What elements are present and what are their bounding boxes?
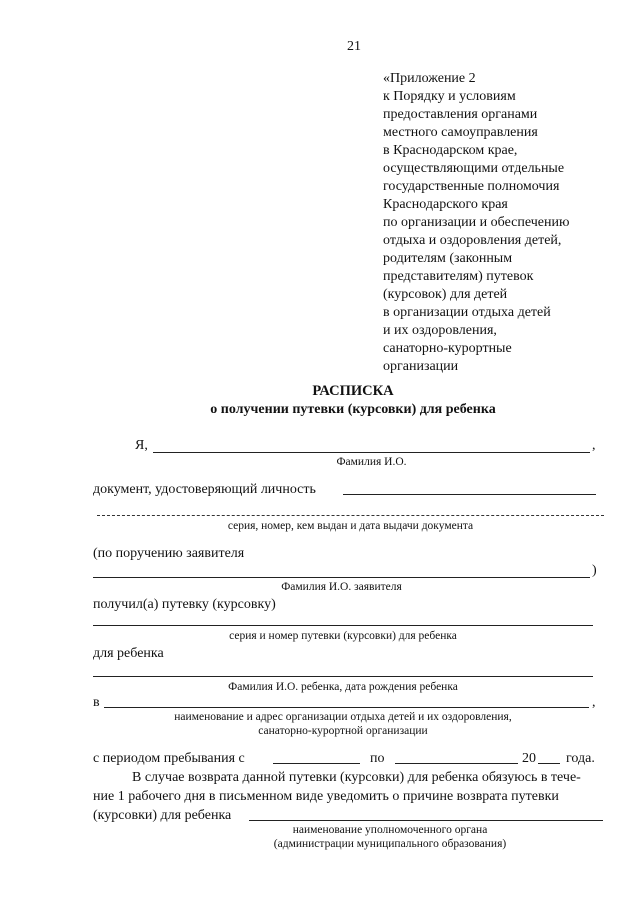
appendix-line: по организации и обеспечению [383, 215, 570, 230]
appendix-line: (курсовок) для детей [383, 287, 508, 302]
appendix-line: и их оздоровления, [383, 323, 497, 338]
return-paragraph-line-3: (курсовки) для ребенка [93, 808, 232, 823]
appendix-block [383, 70, 569, 376]
appendix-line: в Краснодарском крае, [383, 143, 518, 158]
id-doc-field-2[interactable] [97, 515, 604, 516]
period-from-label: с периодом пребывания с [93, 751, 245, 766]
i-label: Я, [135, 438, 148, 453]
voucher-field[interactable] [93, 625, 593, 626]
appendix-line: осуществляющими отдельные [383, 161, 565, 176]
applicant-field[interactable] [93, 577, 590, 578]
fio-caption: Фамилия И.О. [336, 456, 407, 468]
document-subtitle: о получении путевки (курсовки) для ребенка [210, 402, 496, 417]
child-caption: Фамилия И.О. ребенка, дата рождения ребенка [228, 681, 458, 693]
org-caption-2: санаторно-курортной организации [258, 725, 428, 737]
appendix-line: государственные полномочия [383, 179, 560, 194]
appendix-line: санаторно-курортные [383, 341, 512, 356]
id-doc-caption: серия, номер, кем выдан и дата выдачи документа [227, 520, 474, 532]
appendix-line: отдыха и оздоровления детей, [383, 233, 562, 248]
period-to-label: по [370, 751, 385, 766]
appendix-line: к Порядку и условиям [383, 89, 516, 104]
period-year-field[interactable] [538, 763, 560, 764]
received-label: получил(а) путевку (курсовку) [93, 597, 276, 612]
authority-caption-2: (администрации муниципального образования) [273, 838, 507, 850]
fio-field[interactable] [153, 452, 590, 453]
appendix-line: Краснодарского края [383, 197, 508, 212]
return-paragraph-line-2: ние 1 рабочего дня в письменном виде уведомить о причине возврата путевки [93, 789, 559, 804]
comma: , [592, 438, 596, 453]
close-paren: ) [592, 563, 597, 578]
appendix-line: местного самоуправления [383, 125, 538, 140]
appendix-line: представителям) путевок [383, 269, 534, 284]
in-label: в [93, 695, 100, 710]
return-paragraph-line-1: В случае возврата данной путевки (курсовки) для ребенка обязуюсь в тече- [132, 770, 581, 785]
org-field[interactable] [104, 707, 589, 708]
applicant-caption: Фамилия И.О. заявителя [281, 581, 402, 593]
authority-caption-1: наименование уполномоченного органа [292, 824, 488, 836]
appendix-line: организации [383, 359, 459, 374]
org-comma: , [592, 695, 596, 710]
period-to-field[interactable] [395, 763, 518, 764]
on-behalf-label: (по поручению заявителя [93, 546, 245, 561]
period-year-prefix: 20 [522, 751, 536, 766]
document-title: РАСПИСКА [312, 383, 394, 399]
appendix-line: родителям (законным [383, 251, 513, 266]
org-caption-1: наименование и адрес организации отдыха детей и их оздоровления, [174, 711, 512, 723]
child-field[interactable] [93, 676, 593, 677]
authority-field[interactable] [249, 820, 603, 821]
page-number: 21 [347, 39, 361, 54]
appendix-line: в организации отдыха детей [383, 305, 551, 320]
appendix-line: «Приложение 2 [383, 71, 476, 86]
id-doc-field[interactable] [343, 494, 596, 495]
period-from-field[interactable] [273, 763, 360, 764]
period-year-suffix: года. [566, 751, 595, 766]
id-doc-label: документ, удостоверяющий личность [93, 482, 316, 497]
voucher-caption: серия и номер путевки (курсовки) для ребенка [229, 630, 457, 642]
for-child-label: для ребенка [93, 646, 164, 661]
appendix-line: предоставления органами [383, 107, 538, 122]
